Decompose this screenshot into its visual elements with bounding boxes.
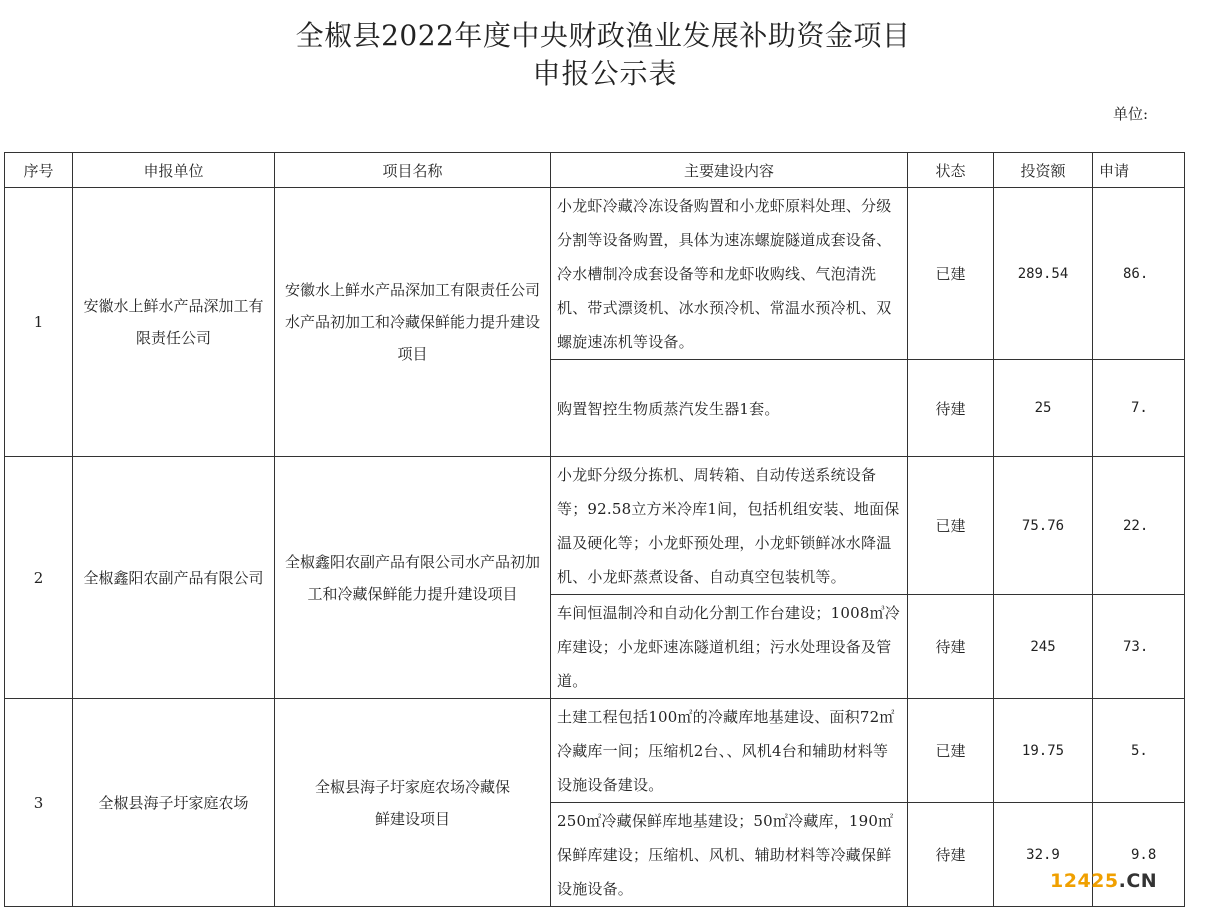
applicant-unit: 全椒鑫阳农副产品有限公司 bbox=[73, 457, 275, 699]
status-cell: 待建 bbox=[908, 595, 994, 699]
document-title-line2: 申报公示表 bbox=[532, 57, 678, 90]
construction-content: 小龙虾冷藏冷冻设备购置和小龙虾原料处理、分级分割等设备购置，具体为速冻螺旋隧道成套设备、冷水槽制冷成套设备等和龙虾收购线、气泡清洗机、带式漂烫机、冰水预冷机、常温水预冷机、双螺旋速冻机等设备。 bbox=[551, 188, 908, 360]
row-number: 3 bbox=[5, 699, 73, 907]
row-number: 1 bbox=[5, 188, 73, 457]
status-cell: 已建 bbox=[908, 699, 994, 803]
project-table bbox=[4, 152, 1185, 907]
construction-content: 250㎡冷藏保鲜库地基建设；50㎡冷藏库，190㎡保鲜库建设；压缩机、风机、辅助材料等冷藏保鲜设施设备。 bbox=[551, 803, 908, 907]
header-content: 主要建设内容 bbox=[551, 153, 908, 188]
status-cell: 待建 bbox=[908, 803, 994, 907]
investment-cell: 25 bbox=[994, 360, 1093, 457]
apply-amount-cell: 5. bbox=[1093, 699, 1185, 803]
investment-cell: 32.9 bbox=[994, 803, 1093, 907]
investment-cell: 245 bbox=[994, 595, 1093, 699]
site-watermark bbox=[1050, 870, 1157, 892]
status-cell: 已建 bbox=[908, 457, 994, 595]
project-name: 安徽水上鲜水产品深加工有限责任公司水产品初加工和冷藏保鲜能力提升建设项目 bbox=[275, 188, 551, 457]
header-investment: 投资额 bbox=[994, 153, 1093, 188]
watermark-suffix: .CN bbox=[1118, 870, 1158, 892]
table-row bbox=[5, 699, 1185, 803]
unit-label: 单位: bbox=[1113, 105, 1149, 123]
construction-content: 小龙虾分级分拣机、周转箱、自动传送系统设备等；92.58立方米冷库1间，包括机组安装、地面保温及硬化等；小龙虾预处理，小龙虾锁鲜冰水降温机、小龙虾蒸煮设备、自动真空包装机等。 bbox=[551, 457, 908, 595]
table-header-row bbox=[5, 153, 1185, 188]
applicant-unit: 安徽水上鲜水产品深加工有限责任公司 bbox=[73, 188, 275, 457]
project-name: 全椒鑫阳农副产品有限公司水产品初加工和冷藏保鲜能力提升建设项目 bbox=[275, 457, 551, 699]
table-row bbox=[5, 188, 1185, 360]
investment-cell: 289.54 bbox=[994, 188, 1093, 360]
investment-cell: 19.75 bbox=[994, 699, 1093, 803]
table-row bbox=[5, 457, 1185, 595]
project-name: 全椒县海子圩家庭农场冷藏保鲜建设项目 bbox=[275, 699, 551, 907]
apply-amount-cell: 73. bbox=[1093, 595, 1185, 699]
applicant-unit: 全椒县海子圩家庭农场 bbox=[73, 699, 275, 907]
header-apply: 申请 bbox=[1093, 153, 1185, 188]
header-no: 序号 bbox=[5, 153, 73, 188]
investment-cell: 75.76 bbox=[994, 457, 1093, 595]
watermark-digits: 12425 bbox=[1050, 870, 1119, 892]
row-number: 2 bbox=[5, 457, 73, 699]
header-unit: 申报单位 bbox=[73, 153, 275, 188]
header-status: 状态 bbox=[908, 153, 994, 188]
construction-content: 车间恒温制冷和自动化分割工作台建设；1008㎥冷库建设；小龙虾速冻隧道机组；污水处理设备及管道。 bbox=[551, 595, 908, 699]
construction-content: 购置智控生物质蒸汽发生器1套。 bbox=[551, 360, 908, 457]
header-project: 项目名称 bbox=[275, 153, 551, 188]
construction-content: 土建工程包括100㎡的冷藏库地基建设、面积72㎡冷藏库一间；压缩机2台、、风机4台和辅助材料等设施设备建设。 bbox=[551, 699, 908, 803]
status-cell: 待建 bbox=[908, 360, 994, 457]
apply-amount-cell: 86. bbox=[1093, 188, 1185, 360]
apply-amount-cell: 7. bbox=[1093, 360, 1185, 457]
status-cell: 已建 bbox=[908, 188, 994, 360]
apply-amount-cell: 9.8 bbox=[1093, 803, 1185, 907]
document-title-line1: 全椒县2022年度中央财政渔业发展补助资金项目 bbox=[295, 19, 911, 52]
apply-amount-cell: 22. bbox=[1093, 457, 1185, 595]
